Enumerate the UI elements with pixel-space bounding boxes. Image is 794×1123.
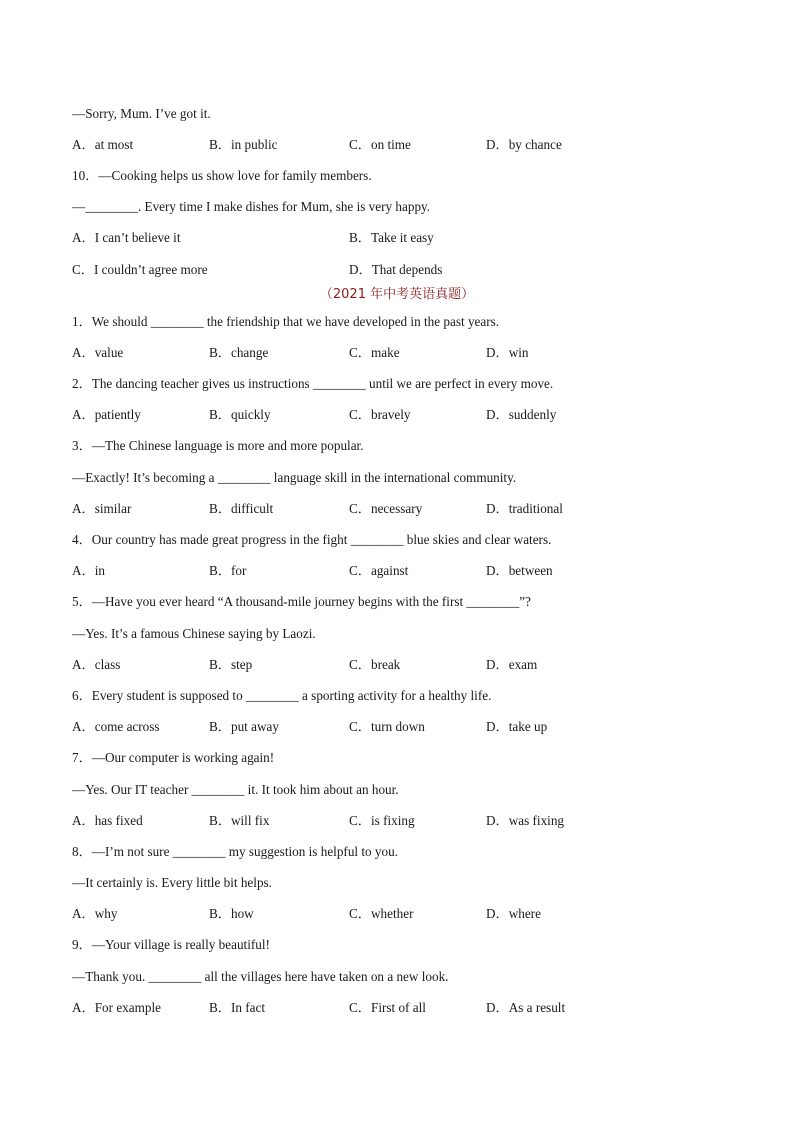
question-7-reply: —Yes. Our IT teacher ________ it. It took him about an hour.	[72, 782, 399, 797]
options-row	[72, 230, 632, 246]
question-3-reply: —Exactly! It’s becoming a ________ language skill in the international community.	[72, 470, 517, 485]
option-b: B．put away	[209, 719, 279, 734]
question-1-stem: 1．We should ________ the friendship that we have developed in the past years.	[72, 314, 500, 329]
option-a: A．For example	[72, 1000, 161, 1015]
option-b: B．for	[209, 563, 247, 578]
option-d: D．That depends	[349, 262, 443, 277]
options-row	[72, 657, 632, 673]
option-a: A．come across	[72, 719, 160, 734]
question-8-reply: —It certainly is. Every little bit helps.	[72, 875, 272, 890]
option-a: A．at most	[72, 137, 134, 152]
options-row	[72, 501, 632, 517]
option-c: C．I couldn’t agree more	[72, 262, 208, 277]
question-4-stem: 4．Our country has made great progress in the fight ________ blue skies and clear waters.	[72, 532, 552, 547]
options-row	[72, 137, 632, 153]
option-c: C．bravely	[349, 407, 411, 422]
option-b: B．difficult	[209, 501, 274, 516]
option-b: B．step	[209, 657, 253, 672]
option-b: B．Take it easy	[349, 230, 434, 245]
question-8-stem: 8．—I’m not sure ________ my suggestion is helpful to you.	[72, 844, 399, 859]
question-10-stem: 10．—Cooking helps us show love for family members.	[72, 168, 372, 183]
option-a: A．in	[72, 563, 105, 578]
option-c: C．necessary	[349, 501, 423, 516]
option-d: D．As a result	[486, 1000, 566, 1015]
option-c: C．make	[349, 345, 400, 360]
options-row	[72, 906, 632, 922]
options-row	[72, 813, 632, 829]
dialogue-line: —Sorry, Mum. I’ve got it.	[72, 106, 211, 121]
option-a: A．patiently	[72, 407, 141, 422]
option-c: C．is fixing	[349, 813, 415, 828]
option-c: C．on time	[349, 137, 411, 152]
question-6-stem: 6．Every student is supposed to ________ a sporting activity for a healthy life.	[72, 688, 492, 703]
option-b: B．In fact	[209, 1000, 266, 1015]
options-row	[72, 262, 632, 278]
option-c: C．whether	[349, 906, 414, 921]
option-a: A．why	[72, 906, 118, 921]
section-title: （2021 年中考英语真题）	[319, 287, 475, 302]
option-d: D．win	[486, 345, 529, 360]
question-10-reply: —________. Every time I make dishes for Mum, she is very happy.	[72, 199, 431, 214]
option-a: A．I can’t believe it	[72, 230, 181, 245]
option-d: D．traditional	[486, 501, 563, 516]
options-row	[72, 1000, 632, 1016]
option-b: B．change	[209, 345, 269, 360]
question-9-stem: 9．—Your village is really beautiful!	[72, 937, 270, 952]
question-5-reply: —Yes. It’s a famous Chinese saying by Laozi.	[72, 626, 316, 641]
question-5-stem: 5．—Have you ever heard “A thousand-mile journey begins with the first ________”?	[72, 594, 531, 609]
options-row	[72, 407, 632, 423]
option-b: B．in public	[209, 137, 278, 152]
option-d: D．by chance	[486, 137, 562, 152]
question-2-stem: 2．The dancing teacher gives us instructions ________ until we are perfect in every move.	[72, 376, 554, 391]
options-row	[72, 345, 632, 361]
question-9-reply: —Thank you. ________ all the villages here have taken on a new look.	[72, 969, 449, 984]
option-d: D．suddenly	[486, 407, 557, 422]
option-d: D．take up	[486, 719, 548, 734]
option-c: C．break	[349, 657, 401, 672]
question-7-stem: 7．—Our computer is working again!	[72, 750, 275, 765]
option-b: B．will fix	[209, 813, 270, 828]
option-a: A．has fixed	[72, 813, 143, 828]
options-row	[72, 563, 632, 579]
option-b: B．quickly	[209, 407, 271, 422]
option-a: A．class	[72, 657, 121, 672]
option-d: D．was fixing	[486, 813, 565, 828]
question-3-stem: 3．—The Chinese language is more and more popular.	[72, 438, 364, 453]
option-d: D．between	[486, 563, 553, 578]
option-a: A．value	[72, 345, 124, 360]
options-row	[72, 719, 632, 735]
option-b: B．how	[209, 906, 254, 921]
option-d: D．where	[486, 906, 541, 921]
option-c: C．against	[349, 563, 409, 578]
option-c: C．turn down	[349, 719, 425, 734]
option-a: A．similar	[72, 501, 132, 516]
option-c: C．First of all	[349, 1000, 426, 1015]
option-d: D．exam	[486, 657, 538, 672]
